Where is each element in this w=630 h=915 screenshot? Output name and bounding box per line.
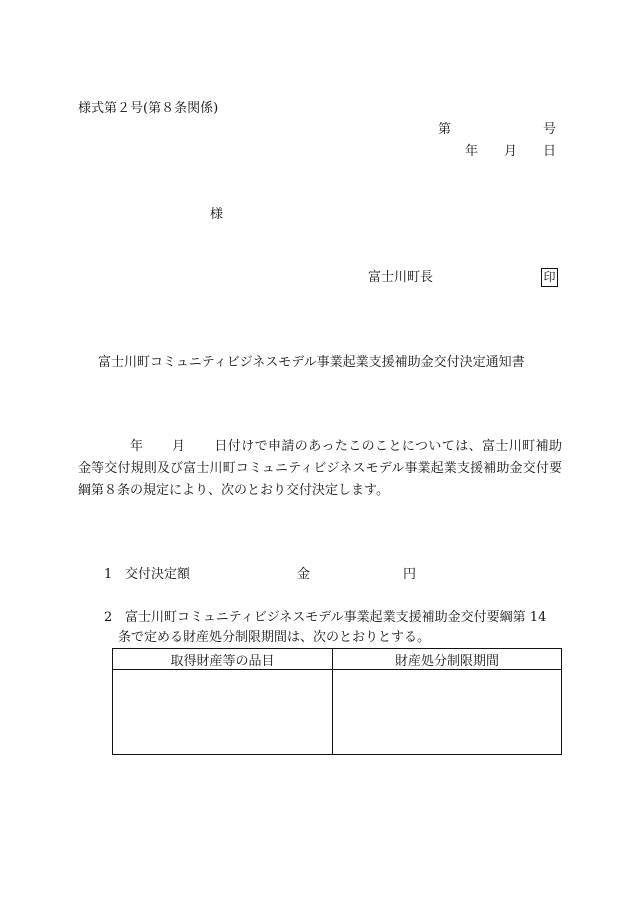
body-month-label: 月	[172, 439, 186, 454]
table-header-item: 取得財産等の品目	[113, 649, 333, 670]
item1-label: 交付決定額	[125, 567, 191, 582]
date-day-label: 日	[543, 144, 557, 159]
item2-number: 2	[104, 610, 113, 625]
seal-stamp: 印	[541, 268, 558, 287]
body-text: 日付けで申請のあったこのことについては、富士川町補助金等交付規則及び富士川町コミュニティビジネスモデル事業起業支援補助金交付要綱第８条の規定により、次のとおり交付決定します。	[78, 439, 562, 498]
body-paragraph	[78, 436, 562, 502]
item1-currency-prefix: 金	[297, 567, 311, 582]
item1-number: 1	[104, 567, 113, 582]
document-title: 富士川町コミュニティビジネスモデル事業起業支援補助金交付決定通知書	[98, 355, 525, 370]
table-header-period: 財産処分制限期間	[333, 649, 562, 670]
item1-currency-unit: 円	[403, 567, 417, 582]
table-cell-item	[113, 670, 333, 755]
item2-text: 富士川町コミュニティビジネスモデル事業起業支援補助金交付要綱第 14 条で定める財産処分制限期間は、次のとおりとする。	[118, 610, 547, 645]
date-month-label: 月	[504, 144, 518, 159]
asset-table	[112, 648, 562, 755]
body-year-label: 年	[130, 439, 144, 454]
document-number-suffix: 号	[543, 122, 557, 137]
addressee-honorific: 様	[210, 207, 224, 222]
document-number-prefix: 第	[438, 122, 452, 137]
form-number: 様式第２号(第８条関係)	[78, 101, 219, 116]
table-header-row	[113, 649, 562, 670]
table-row	[113, 670, 562, 755]
date-year-label: 年	[465, 144, 479, 159]
sender-name: 富士川町長	[368, 270, 434, 285]
table-cell-period	[333, 670, 562, 755]
